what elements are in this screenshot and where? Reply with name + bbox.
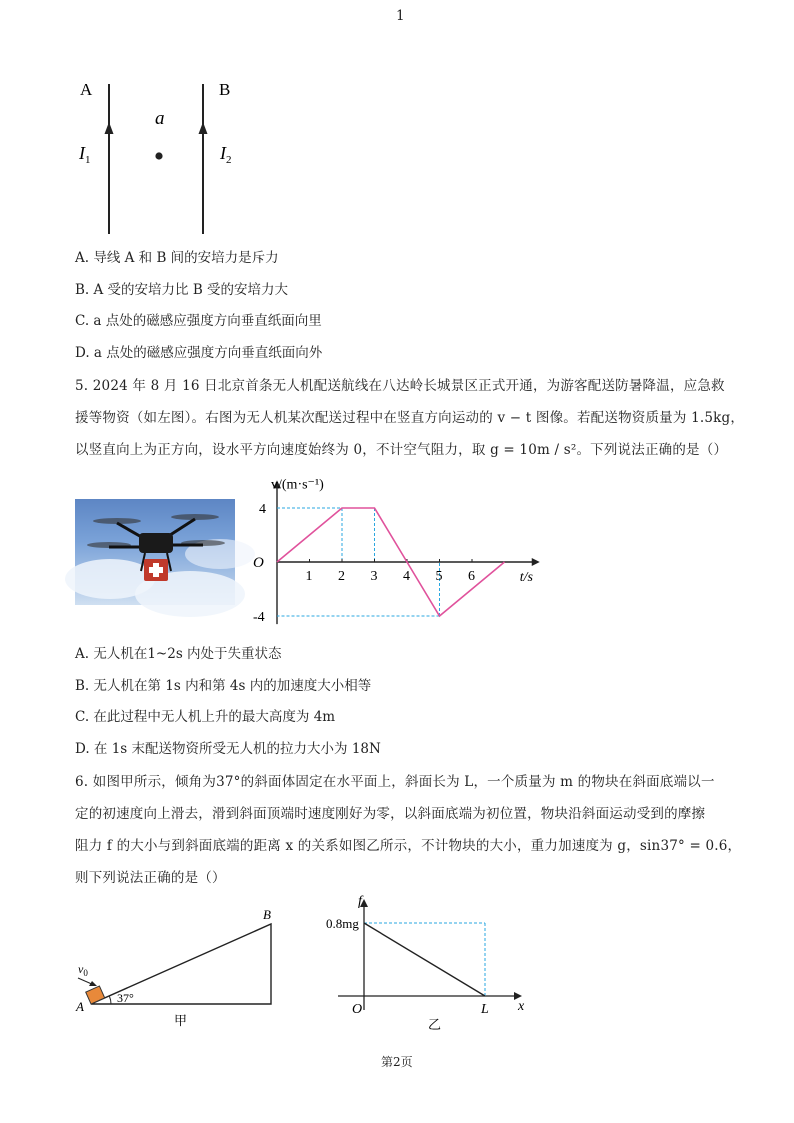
wire-b-arrow-icon (199, 122, 208, 134)
fx-chart (320, 893, 530, 1033)
vt-chart (245, 477, 533, 625)
wire-a-arrow-icon (105, 122, 114, 134)
q6-stem-line: 6. 如图甲所示，倾角为37°的斜面体固定在水平面上，斜面长为 L，一个质量为 m 的物块在斜面底端以一 (75, 774, 715, 790)
angle-arc (110, 997, 112, 1005)
x-axis-label: t/s (519, 570, 533, 585)
q5-option-b: B. 无人机在第 1s 内和第 4s 内的加速度大小相等 (75, 678, 372, 694)
q6-stem-line: 阻力 f 的大小与到斜面底端的距离 x 的关系如图乙所示，不计物块的大小，重力加速度为 g，sin37° = 0.6， (75, 838, 742, 854)
block (86, 986, 105, 1004)
label-current-1: I (79, 143, 85, 163)
q5-option-a: A. 无人机在1~2s 内处于失重状态 (75, 646, 282, 662)
q4-option-d: D. a 点处的磁感应强度方向垂直纸面向外 (75, 345, 323, 361)
parallel-wires-figure (70, 72, 270, 242)
svg-text:I1 (78, 143, 91, 166)
label-point-a: a (155, 108, 165, 129)
q5-option-c: C. 在此过程中无人机上升的最大高度为 4m (75, 709, 336, 725)
label-v0: v (78, 962, 84, 976)
svg-text:v0 (78, 962, 88, 978)
q6-stem-line: 则下列说法正确的是（） (75, 870, 226, 886)
label-v0-sub: 0 (83, 968, 88, 978)
q4-option-b: B. A 受的安培力比 B 受的安培力大 (75, 282, 289, 298)
page-top-number: 1 (396, 8, 405, 24)
x-axis-label: x (518, 999, 525, 1014)
label-current-2-sub: 2 (226, 154, 232, 166)
friction-series-line (364, 923, 485, 996)
label-point-B: B (263, 907, 271, 922)
x-tick-label: 4 (403, 569, 410, 584)
x-tick-label: L (481, 1002, 489, 1017)
svg-text:I2 (219, 143, 232, 166)
y-tick-label: 0.8mg (326, 916, 359, 931)
caption-yi: 乙 (428, 1017, 442, 1032)
q4-option-c: C. a 点处的磁感应强度方向垂直纸面向里 (75, 313, 322, 329)
drone-photo (75, 499, 235, 605)
page-footer: 第2页 (381, 1055, 413, 1069)
label-wire-a: A (80, 80, 93, 99)
x-tick-label: 5 (435, 569, 443, 584)
label-wire-b: B (219, 80, 231, 99)
q5-option-d: D. 在 1s 末配送物资所受无人机的拉力大小为 18N (75, 741, 381, 757)
label-current-1-sub: 1 (85, 154, 91, 166)
q5-stem-line: 援等物资（如左图）。右图为无人机某次配送过程中在竖直方向运动的 v − t 图像。若配送物资质量为 1.5kg， (75, 410, 745, 426)
q6-stem (75, 766, 742, 894)
label-point-A: A (76, 999, 84, 1014)
x-tick-label: 3 (370, 569, 378, 584)
q4-option-a: A. 导线 A 和 B 间的安培力是斥力 (75, 250, 279, 266)
y-tick-label: -4 (253, 610, 265, 625)
x-tick-label: 1 (305, 569, 313, 584)
origin-label: O (253, 555, 264, 571)
label-angle: 37° (117, 991, 134, 1005)
y-axis-label: f (358, 894, 362, 909)
q5-stem-line: 5. 2024 年 8 月 16 日北京首条无人机配送航线在八达岭长城景区正式开通，为游客配送防暑降温，应急救 (75, 378, 725, 394)
incline-figure (72, 905, 292, 1030)
origin-label: O (352, 1002, 363, 1017)
y-tick-label: 4 (259, 502, 266, 517)
x-tick-label: 2 (338, 569, 345, 584)
q5-stem-line: 以竖直向上为正方向，设水平方向速度始终为 0，不计空气阻力，取 g = 10m / s²。下列说法正确的是（） (75, 442, 728, 458)
q5-stem (75, 370, 745, 466)
y-axis-label: v/(m·s⁻¹) (271, 477, 324, 493)
caption-jia: 甲 (174, 1013, 188, 1028)
point-a-dot (155, 152, 162, 159)
label-current-2: I (220, 143, 226, 163)
x-tick-label: 6 (468, 569, 475, 584)
x-axis-arrow-icon (532, 558, 540, 566)
q6-stem-line: 定的初速度向上滑去，滑到斜面顶端时速度刚好为零，以斜面底端为初位置，物块沿斜面运动受到的摩擦 (75, 806, 706, 822)
